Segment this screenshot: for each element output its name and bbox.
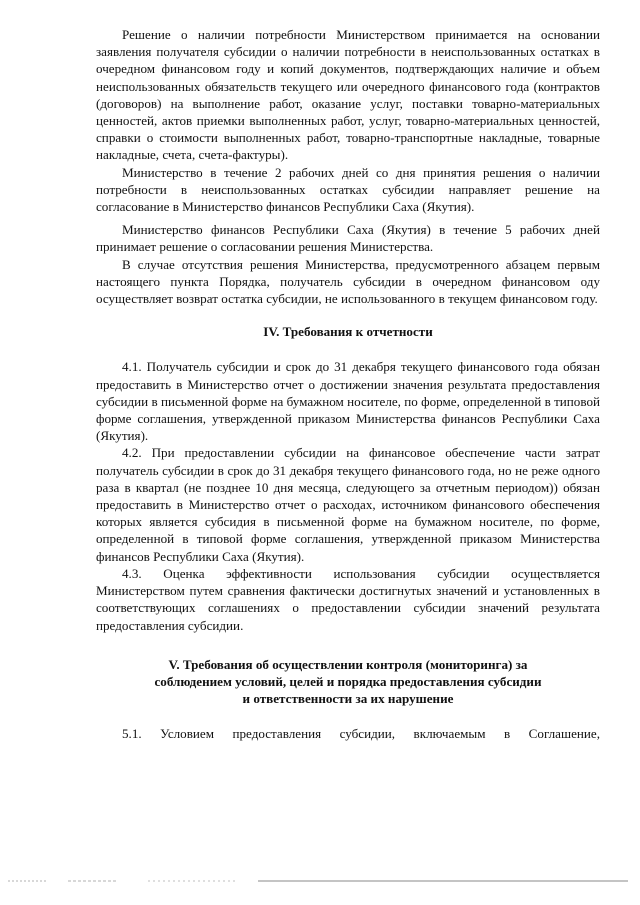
scan-artifact-line bbox=[8, 877, 632, 887]
paragraph-5-1: 5.1. Условием предоставления субсидии, включаемым в Соглашение, bbox=[122, 725, 600, 741]
paragraph-decision-basis: Решение о наличии потребности Министерством принимается на основании заявления получателя субсидии о наличии потребности в неиспользованных остатках в очередном финансовом году и копий документов, подтверждающих наличие и объем неиспользованных обязательств текущего или очередного финансового года (контрактов (договоров) на выполнение работ, оказание услуг, поставки товарно-материальных ценностей, актов приемки выполненных работ, услуг, товарно-материальных ценностей, справки о стоимости выполненных работ, товарно-транспортные накладные, товарные накладные, счета, счета-фактуры). bbox=[96, 27, 600, 163]
paragraph-4-2: 4.2. При предоставлении субсидии на финансовое обеспечение части затрат получатель субсидии в срок до 31 декабря текущего финансового года, но не реже одного раза в квартал (не позднее 10 дня месяца, следующего за отчетным периодом)) обязан предоставить в Министерство отчет о расходах, источником финансового обеспечения которых является субсидия в письменной форме на бумажном носителе, по форме, определенной в типовой форме соглашения, утвержденной приказом Министерства финансов Республики Саха (Якутия). bbox=[96, 445, 600, 564]
section-4-heading: IV. Требования к отчетности bbox=[263, 324, 433, 340]
section-5-heading-line-3: и ответственности за их нарушение bbox=[242, 690, 454, 706]
paragraph-no-decision: В случае отсутствия решения Министерства, предусмотренного абзацем первым настоящего пункта Порядка, получатель субсидии в очередном финансовом оду осуществляет возврат остатка субсидии, не использованного в текущем финансовом году. bbox=[96, 256, 600, 307]
document-page bbox=[96, 26, 600, 742]
paragraph-finance-ministry: Министерство финансов Республики Саха (Якутия) в течение 5 рабочих дней принимает решение о согласовании решения Министерства. bbox=[96, 222, 600, 255]
section-5-heading-line-1: V. Требования об осуществлении контроля (мониторинга) за bbox=[168, 656, 528, 672]
paragraph-4-1: 4.1. Получатель субсидии и срок до 31 декабря текущего финансового года обязан предоставить в Министерство отчет о достижении значения результата предоставления субсидии в письменной форме на бумажном носителе, по форме, определенной в типовой форме соглашения, утвержденной приказом Министерства финансов Республики Саха (Якутия). bbox=[96, 359, 600, 444]
paragraph-ministry-approval: Министерство в течение 2 рабочих дней со дня принятия решения о наличии потребности в неиспользованных остатках субсидии направляет решение на согласование в Министерство финансов Республики Саха (Якутия). bbox=[96, 164, 600, 215]
section-5-heading-line-2: соблюдением условий, целей и порядка предоставления субсидии bbox=[154, 673, 542, 689]
section-5-heading bbox=[96, 656, 600, 707]
paragraph-4-3: 4.3. Оценка эффективности использования субсидии осуществляется Министерством путем сравнения фактически достигнутых значений и установленных в соответствующих соглашениях о предоставлении субсидии значений результата предоставления субсидии. bbox=[96, 565, 600, 633]
